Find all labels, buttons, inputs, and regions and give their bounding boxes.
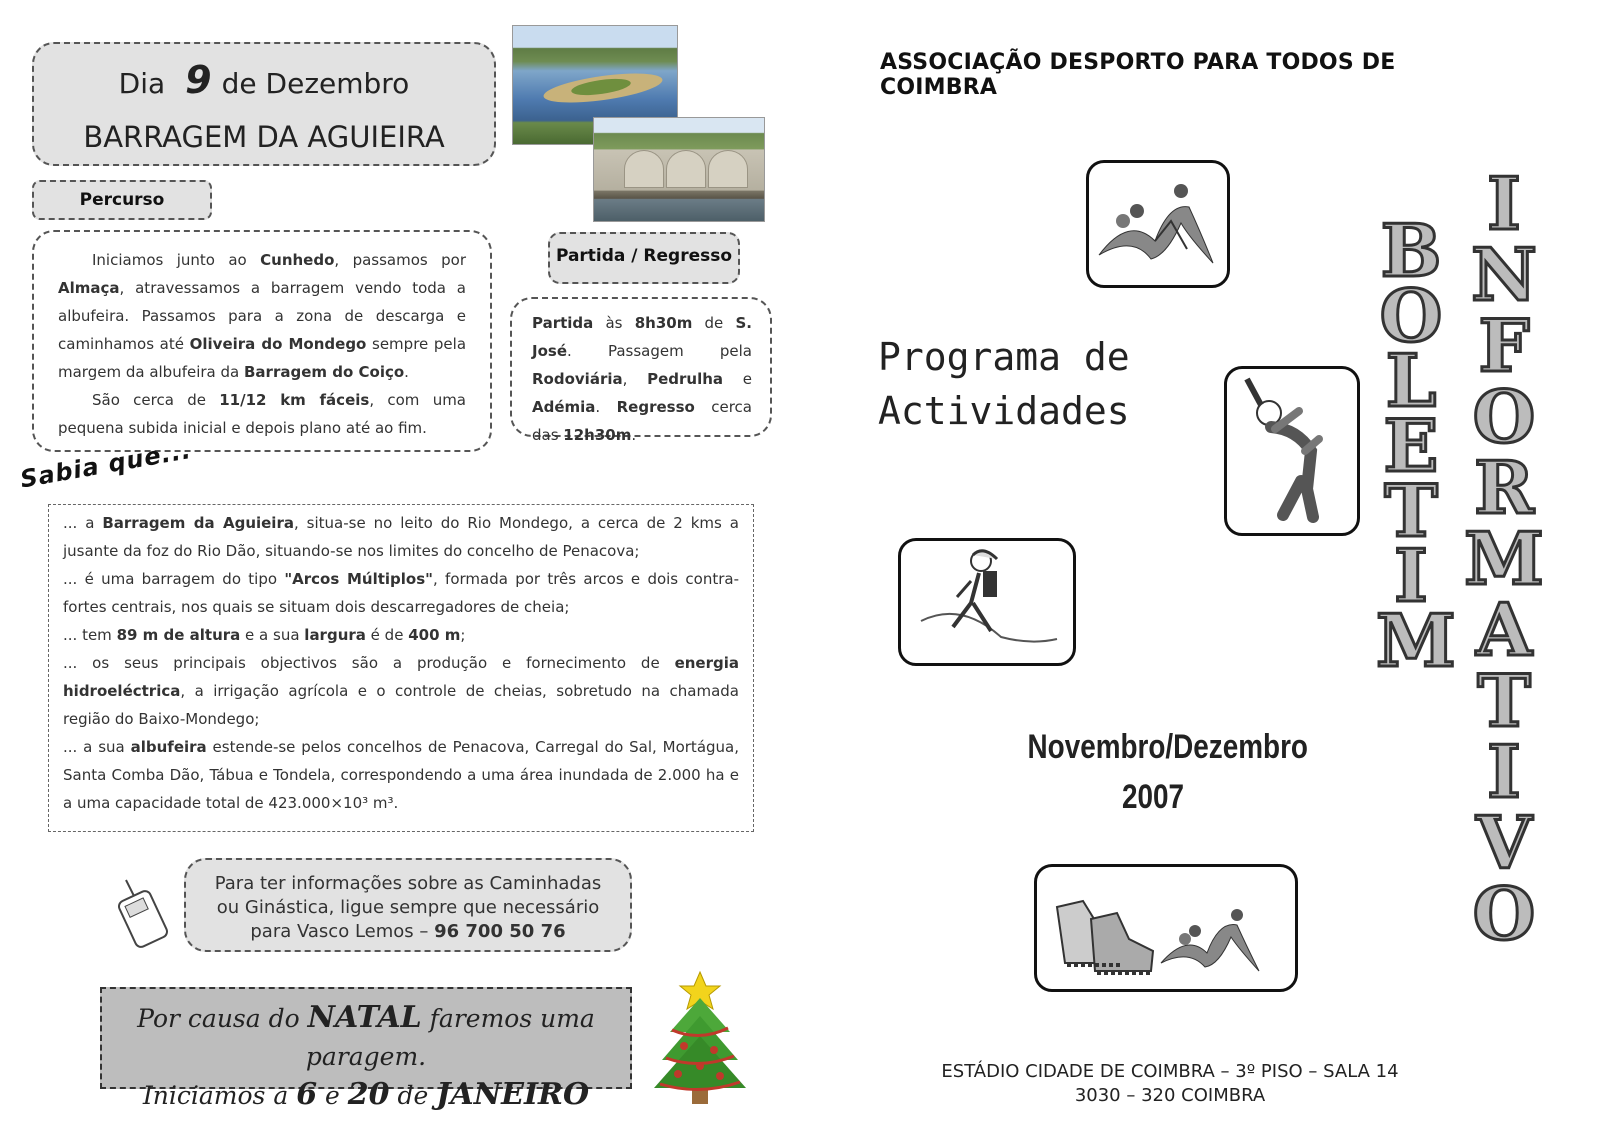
partida-text-run: 8h30m: [634, 314, 693, 332]
address-line-1: ESTÁDIO CIDADE DE COIMBRA – 3º PISO – SALA 14: [941, 1061, 1399, 1082]
sabia-text-run: ... a sua: [63, 738, 131, 756]
christmas-line-2: [102, 1076, 630, 1115]
informativo-letter: R: [1474, 445, 1534, 530]
percurso-paragraph-1: [58, 246, 466, 386]
percurso-text-run: sempre pela margem da albufeira da: [58, 335, 467, 381]
christmas-text: e: [317, 1081, 348, 1110]
sabia-text-run: , formada por três arcos e dois contra-fortes centrais, nos quais se situam dois descarregadores de cheia;: [63, 570, 739, 616]
sabia-text-run: ... os seus principais objectivos são a produção e fornecimento de: [63, 654, 675, 672]
christmas-line-1: [102, 999, 630, 1076]
sabia-que-box: [48, 504, 754, 832]
percurso-text-run: , com uma pequena subida inicial e depois plano até ao fim.: [58, 391, 467, 437]
informativo-letter: T: [1477, 658, 1531, 743]
informativo-letter: V: [1476, 800, 1532, 885]
partida-text-run: Rodoviária: [532, 370, 623, 388]
sabia-text-run: "Arcos Múltiplos": [284, 570, 433, 588]
boletim-letter: L: [1385, 338, 1437, 423]
sabia-text-run: , a irrigação agrícola e o controle de cheias, sobretudo na chamada região do Baixo-Mondego;: [63, 682, 739, 728]
event-title-box: [32, 42, 496, 166]
association-title: ASSOCIAÇÃO DESPORTO PARA TODOS DE COIMBRA: [880, 50, 1396, 100]
sabia-text-run: é de: [365, 626, 409, 644]
partida-text-run: cerca das: [532, 398, 752, 444]
sabia-que-item: [63, 509, 739, 565]
percurso-text-run: Barragem do Coiço: [244, 363, 405, 381]
partida-text-run: e: [723, 370, 752, 388]
program-title: [878, 330, 1130, 438]
boletim-letter: B: [1380, 208, 1442, 293]
partida-text-run: de: [692, 314, 736, 332]
percurso-text-run: São cerca de: [92, 391, 220, 409]
percurso-text-run: , atravessamos a barragem vendo toda a albufeira. Passamos para a zona de descarga e caminhamos até: [58, 279, 466, 353]
percurso-paragraph-2: [58, 386, 466, 442]
informativo-letter: O: [1472, 374, 1536, 459]
christmas-date: 6: [296, 1077, 318, 1112]
partida-text-run: S. José: [532, 314, 752, 360]
sabia-text-run: largura: [304, 626, 366, 644]
boletim-letter: M: [1376, 598, 1456, 683]
hiker-icon: [898, 538, 1076, 666]
partida-text-run: Partida: [532, 314, 594, 332]
percurso-text-run: Cunhedo: [260, 251, 335, 269]
contact-line-1: Para ter informações sobre as Caminhadas: [214, 873, 602, 894]
informativo-letter: N: [1471, 232, 1537, 317]
partida-text-run: 12h30m: [563, 426, 632, 444]
sabia-que-title: Sabia que...: [18, 435, 194, 494]
boletim-letter: O: [1379, 273, 1443, 358]
sabia-text-run: e a sua: [240, 626, 305, 644]
program-title-line-2: Actividades: [878, 389, 1130, 433]
sabia-text-run: Barragem da Aguieira: [102, 514, 294, 532]
christmas-tree-icon: [650, 970, 750, 1114]
sabia-text-run: energia hidroeléctrica: [63, 654, 739, 700]
contact-info-box: [184, 858, 632, 952]
sabia-text-run: 89 m de altura: [116, 626, 241, 644]
informativo-letter: O: [1472, 871, 1536, 956]
partida-text-run: Regresso: [616, 398, 695, 416]
partida-text-run: às: [593, 314, 635, 332]
christmas-month: JANEIRO: [436, 1077, 590, 1112]
contact-line-2: ou Ginástica, ligue sempre que necessário: [216, 897, 600, 918]
partida-label: Partida / Regresso: [548, 232, 740, 284]
christmas-text: faremos uma paragem.: [305, 1004, 595, 1071]
partida-text-run: Pedrulha: [647, 370, 724, 388]
informativo-vertical-word: [1464, 161, 1544, 956]
christmas-emphasis: NATAL: [307, 1000, 422, 1035]
partida-box: [510, 297, 772, 444]
partida-text-run: .: [595, 398, 617, 416]
sabia-text-run: ... a: [63, 514, 103, 532]
partida-text: [532, 309, 752, 449]
dam-photo: [593, 117, 765, 222]
informativo-letter: I: [1487, 729, 1521, 814]
sabia-text-run: ... tem: [63, 626, 117, 644]
address-line-2: 3030 – 320 COIMBRA: [1074, 1085, 1266, 1106]
percurso-text-run: Oliveira do Mondego: [189, 335, 367, 353]
boletim-letter: E: [1383, 403, 1439, 488]
partida-text-run: ,: [622, 370, 648, 388]
contact-name: para Vasco Lemos –: [250, 921, 435, 942]
boots-logo-icon: [1034, 864, 1298, 992]
percurso-text-run: , passamos por: [334, 251, 466, 269]
address: [900, 1060, 1440, 1108]
informativo-letter: I: [1487, 161, 1521, 246]
sabia-que-item: [63, 621, 739, 649]
christmas-notice: [100, 987, 632, 1112]
contact-phone: 96 700 50 76: [434, 921, 566, 942]
partida-text-run: Adémia: [532, 398, 596, 416]
sabia-text-run: estende-se pelos concelhos de Penacova, Carregal do Sal, Mortágua, Santa Comba Dão, Tábua e Tondela, correspondendo a uma área inundada de 2.000 ha e a uma capacidade total de 423.000×10³ m³.: [63, 738, 739, 812]
informativo-letter: A: [1476, 587, 1532, 672]
event-date: [34, 58, 494, 102]
partida-text-run: . Passagem pela: [567, 342, 752, 360]
boletim-letter: T: [1384, 468, 1438, 553]
percurso-text-run: Almaça: [58, 279, 120, 297]
sabia-text-run: , situa-se no leito do Rio Mondego, a cerca de 2 kms a jusante da foz do Rio Dão, situando-se nos limites do concelho de Penacova;: [63, 514, 739, 560]
date-day-number: 9: [185, 58, 212, 102]
period: [1027, 722, 1308, 822]
boletim-letter: I: [1394, 533, 1428, 618]
percurso-box: [32, 230, 492, 452]
phone-icon: [118, 878, 180, 952]
percurso-text-run: Iniciamos junto ao: [92, 251, 261, 269]
percurso-text-run: 11/12 km fáceis: [219, 391, 370, 409]
contact-line-3: [186, 920, 630, 944]
christmas-text: Por causa do: [137, 1004, 308, 1033]
sabia-que-item: [63, 565, 739, 621]
stretching-figure-icon: [1224, 366, 1360, 536]
sabia-text-run: ;: [460, 626, 466, 644]
sabia-que-item: [63, 649, 739, 733]
sabia-text-run: 400 m: [408, 626, 461, 644]
percurso-text-run: .: [404, 363, 409, 381]
partida-text-run: .: [631, 426, 637, 444]
association-logo-icon: [1086, 160, 1230, 288]
boletim-vertical-word: [1376, 208, 1456, 683]
christmas-date: 20: [347, 1077, 390, 1112]
sabia-text-run: albufeira: [130, 738, 207, 756]
sabia-text-run: ... é uma barragem do tipo: [63, 570, 285, 588]
sabia-que-item: [63, 733, 739, 817]
christmas-text: Iniciamos a: [142, 1081, 297, 1110]
informativo-letter: M: [1464, 516, 1544, 601]
program-title-line-1: Programa de: [878, 335, 1130, 379]
date-month: de Dezembro: [221, 67, 410, 100]
christmas-text: de: [389, 1081, 437, 1110]
informativo-letter: F: [1478, 303, 1530, 388]
period-months: Novembro/Dezembro: [1027, 728, 1308, 766]
event-place: BARRAGEM DA AGUIEIRA: [83, 120, 445, 154]
percurso-label: Percurso: [32, 180, 212, 220]
date-prefix: Dia: [118, 67, 166, 100]
period-year: 2007: [1121, 778, 1185, 816]
